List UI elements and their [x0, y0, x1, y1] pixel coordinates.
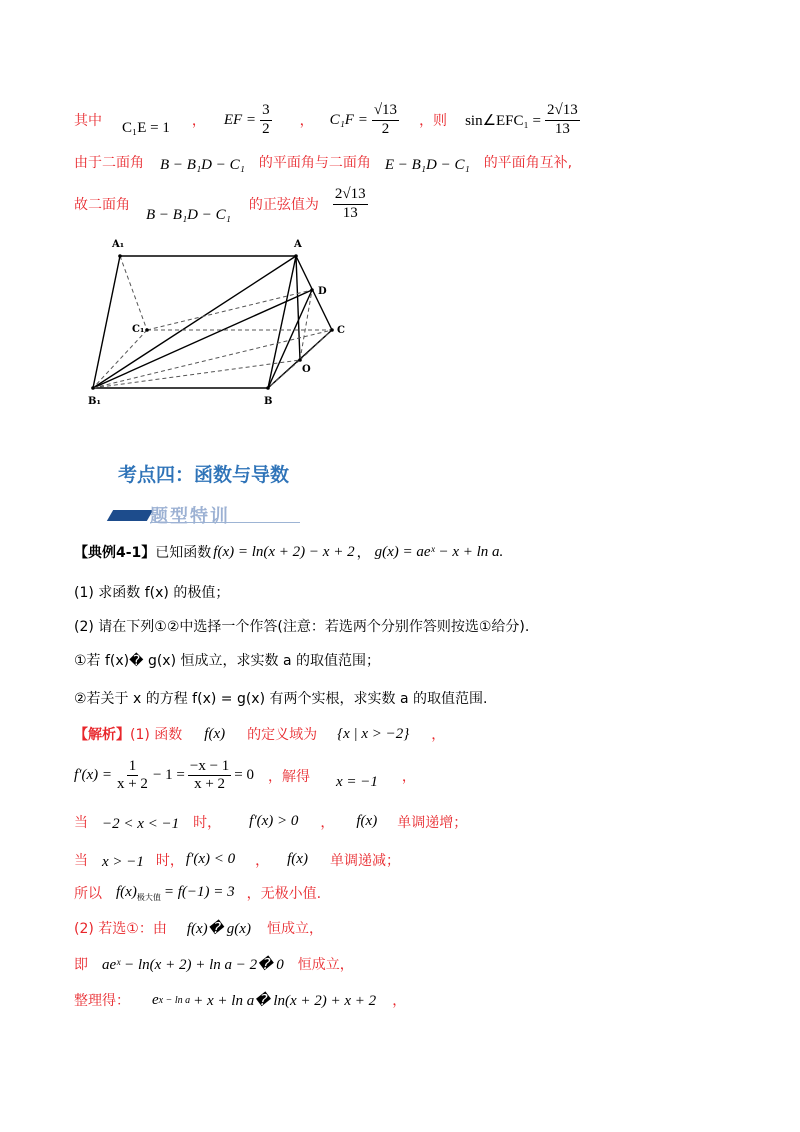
- formula-s2-sol: x = −1: [336, 774, 378, 791]
- solution-line-3: [74, 810, 467, 833]
- formula-c1e: C₁E = 1: [122, 119, 170, 136]
- s2-frac-1-den: x + 2: [116, 776, 148, 793]
- solution-line-8: [74, 990, 406, 1010]
- formula-s5-sub: 极大值: [136, 893, 161, 902]
- text-qizhong: 其中: [74, 113, 102, 129]
- solution-s8-b: ，: [392, 993, 407, 1009]
- formula-s3-f: f(x): [356, 813, 378, 829]
- solution-s5-b: ，无极小值.: [246, 885, 322, 902]
- example-line: [74, 542, 503, 562]
- solution-line-6: [74, 918, 323, 938]
- solution-s6-a: (2) 若选①：由: [74, 921, 167, 937]
- s2-frac-1-num: 1: [127, 758, 139, 776]
- solution-s4-b: 时，: [155, 852, 184, 869]
- formula-s5-eq: = f(−1) = 3: [163, 884, 235, 900]
- solution-s1-a: (1) 函数: [130, 727, 183, 743]
- banner-bar: [107, 510, 153, 521]
- formula-c1f-lhs: C₁F =: [329, 111, 368, 128]
- question-2a: ①若 f(x)� g(x) 恒成立，求实数 a 的取值范围；: [74, 653, 380, 669]
- ef-numerator: 3: [260, 102, 272, 120]
- formula-angle-1: B − B₁D − C₁: [160, 156, 245, 173]
- example-comma: ，: [356, 545, 371, 561]
- question-1: (1) 求函数 f(x) 的极值；: [74, 585, 230, 601]
- formula-ef-frac: [260, 102, 272, 138]
- answer-denominator: 13: [342, 204, 358, 221]
- text-sine-value: 的正弦值为: [248, 197, 319, 213]
- formula-sin-lhs: sin∠EFC₁ =: [465, 112, 541, 129]
- solution-s3-b: 时，: [193, 814, 222, 831]
- solution-s7-a: 即: [74, 957, 88, 973]
- formula-s8-sup: x − ln a: [158, 994, 191, 1006]
- formula-s3-deriv: f′(x) > 0: [249, 813, 299, 829]
- formula-s2-mid: − 1 =: [152, 767, 185, 784]
- line-1: [74, 100, 580, 140]
- formula-s8-base: e: [152, 991, 159, 1008]
- solution-line-2: [74, 758, 416, 794]
- sin-numerator: 2√13: [545, 102, 580, 120]
- text-plane-angle: 的平面角与二面角: [258, 155, 371, 171]
- separator-2: ，: [299, 113, 314, 129]
- solution-s3-a: 当: [74, 814, 88, 831]
- solution-s7-b: 恒成立，: [297, 957, 354, 973]
- formula-s6-expr: f(x)� g(x): [186, 920, 251, 937]
- formula-g-def: g(x) = aeˣ − x + ln a.: [374, 543, 504, 560]
- figure-solid-edges: [93, 256, 332, 388]
- formula-c1f-frac: [372, 102, 399, 138]
- section-banner: [110, 506, 300, 526]
- solution-s2-c: ，: [401, 768, 416, 785]
- section-heading: 考点四：函数与导数: [118, 464, 290, 486]
- formula-ef-lhs: EF =: [223, 111, 257, 128]
- sin-denominator: 13: [554, 120, 570, 137]
- text-youyu: 由于二面角: [74, 155, 144, 171]
- label-c: C: [337, 325, 345, 336]
- formula-s4-cond: x > −1: [102, 854, 144, 870]
- question-2b: ②若关于 x 的方程 f(x) = g(x) 有两个实根，求实数 a 的取值范围.: [74, 691, 488, 707]
- ef-denominator: 2: [262, 120, 270, 137]
- formula-s2-lhs: f′(x) =: [74, 767, 112, 784]
- solution-line-7: [74, 954, 354, 974]
- formula-s2-frac-2: [188, 758, 231, 794]
- example-tag: 【典例4-1】: [74, 545, 156, 561]
- formula-s4-f: f(x): [287, 851, 308, 867]
- banner-label: 题型特训: [150, 506, 230, 527]
- solution-s3-d: 单调递增；: [397, 814, 468, 831]
- solution-s1-b: 的定义域为: [247, 727, 318, 743]
- formula-domain: {x | x > −2}: [337, 725, 410, 742]
- s2-frac-2-den: x + 2: [194, 776, 226, 793]
- formula-s5-expr: f(x): [116, 884, 137, 900]
- text-complement: 的平面角互补,: [483, 155, 573, 171]
- solution-s1-c: ，: [431, 727, 446, 743]
- solution-s2-text: ，解得: [268, 768, 310, 785]
- solution-s5-a: 所以: [74, 885, 102, 902]
- label-d: D: [318, 286, 327, 297]
- s2-frac-2-num: −x − 1: [188, 758, 231, 776]
- formula-s8-rest: + x + ln a� ln(x + 2) + x + 2: [193, 992, 377, 1009]
- line-3: [74, 184, 368, 224]
- solution-s4-c: ，: [255, 852, 270, 869]
- formula-angle-2: E − B₁D − C₁: [384, 156, 470, 173]
- geometry-figure: [80, 232, 360, 412]
- solution-s8-a: 整理得：: [74, 993, 130, 1009]
- solution-s3-c: ，: [320, 814, 335, 831]
- solution-s6-b: 恒成立，: [266, 921, 323, 937]
- label-b1: B₁: [88, 396, 101, 407]
- formula-sin-frac: [545, 102, 580, 138]
- label-c1: C₁: [132, 324, 145, 335]
- separator-1: ，: [191, 113, 206, 129]
- solution-s4-d: 单调递减；: [329, 852, 400, 869]
- c1f-denominator: 2: [381, 120, 390, 137]
- formula-answer-frac: [333, 186, 368, 222]
- formula-s2-frac-1: [115, 758, 150, 794]
- text-gu: 故二面角: [74, 197, 130, 213]
- formula-angle-3: B − B₁D − C₁: [146, 206, 231, 223]
- answer-numerator: 2√13: [333, 186, 368, 204]
- solution-line-1: [74, 724, 445, 744]
- c1f-numerator: √13: [372, 102, 399, 120]
- question-2: (2) 请在下列①②中选择一个作答(注意：若选两个分别作答则按选①给分).: [74, 619, 530, 635]
- formula-s1-f: f(x): [204, 725, 226, 742]
- text-then: ，则: [419, 113, 448, 129]
- solution-line-5: [74, 882, 321, 903]
- formula-s4-deriv: f′(x) < 0: [185, 851, 236, 867]
- line-2: [74, 150, 572, 174]
- formula-f-def: f(x) = ln(x + 2) − x + 2: [213, 543, 355, 560]
- label-b: B: [264, 396, 273, 407]
- formula-s3-cond: −2 < x < −1: [102, 816, 180, 832]
- formula-s2-end: = 0: [234, 767, 254, 784]
- formula-s7-expr: aeˣ − ln(x + 2) + ln a − 2� 0: [102, 956, 284, 973]
- solution-line-4: [74, 848, 400, 871]
- label-o: O: [302, 364, 311, 375]
- label-a: A: [294, 239, 302, 250]
- example-intro: 已知函数: [155, 545, 212, 561]
- solution-tag: 【解析】: [74, 727, 130, 743]
- label-a1: A₁: [112, 239, 125, 250]
- solution-s4-a: 当: [74, 852, 88, 869]
